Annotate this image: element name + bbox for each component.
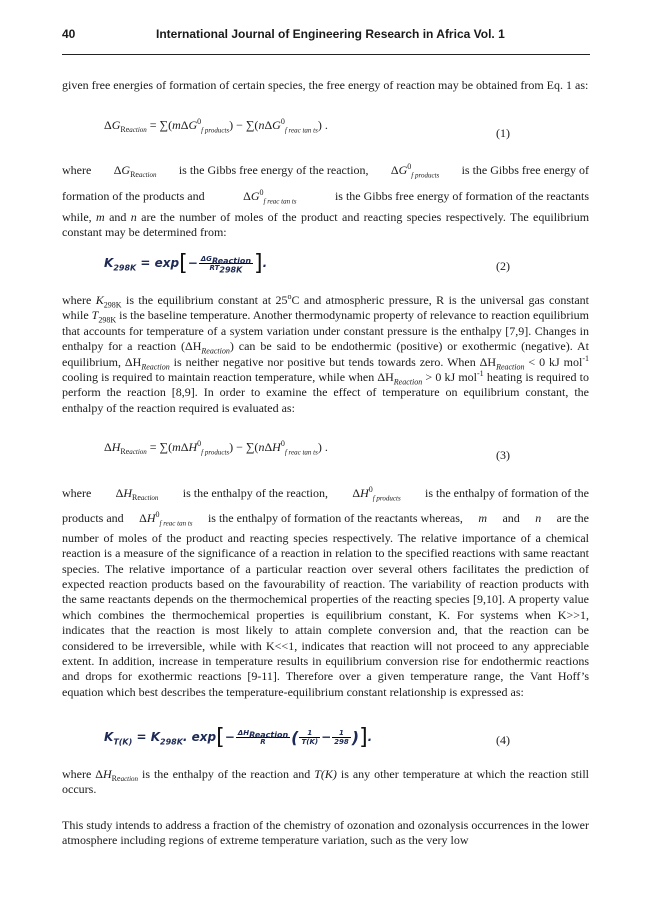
equation-3: $\Delta H_{Reaction} = \sum(m\Delta H^0_{f products}) - \sum(n\Delta H^0_{f reac tan ts})$ . — [104, 439, 328, 457]
symbol-dh-reaction: $\Delta H_{Reaction}$ — [95, 767, 139, 784]
equation-4-number: (4) — [496, 733, 510, 747]
text-fragment: and — [502, 511, 520, 526]
paragraph-intro: given free energies of formation of certain species, the free energy of reaction may be obtained from Eq. 1 as: — [62, 78, 589, 92]
text-fragment: are the — [556, 511, 589, 526]
symbol-dh-reactants: $\Delta H^0_{f reac tan ts}$ — [139, 510, 193, 528]
paragraph-relative-importance — [62, 486, 589, 700]
symbol-dg-reaction: $\Delta G_{Reaction}$ — [113, 163, 157, 180]
symbol-n: n — [130, 209, 137, 224]
paragraph-eq4-definition — [62, 767, 589, 798]
symbol-dh-reaction: $\Delta H_{Reaction}$ — [115, 486, 159, 503]
symbol-dh-products: $\Delta H^0_{f products}$ — [352, 485, 401, 503]
text-fragment: where — [62, 486, 92, 500]
paragraph-body: number of moles of the product and reacting species respectively. The relative importance of a chemical reaction is a measure of the significance of a reaction in relation to the specified reactions with same reactant species. The relative importance of a particular reaction over several others facilitates the prediction of expected reaction products based on the favourability of reaction. The variability of reaction products with the same reactants depends on the thermochemical properties of the reacting species [9,10]. A property value which combines the thermochemical properties is equilibrium constant, K. For systems when K>>1, indicates that the reaction is most likely to attain complete conversion and, that the reaction can be considered to be irreversible, while with K<<1, indicates that reaction will not proceed to any appreciable extent. In addition, increase in temperature results in equilibrium conversion rise for endothermic reactions and drops for exothermic reactions [9-11]. Therefore over a given temperature range, the Vant Hoff’s equation which best describes the temperature-equilibrium constant relationship is expressed as: — [62, 530, 589, 699]
text-fragment: where — [62, 767, 92, 781]
paragraph-gibbs-definitions — [62, 163, 589, 241]
equation-2: $K_{298K} = \exp[-$ $\frac{\Delta G_{Reaction}}{RT_{298K}}$ ]. — [104, 251, 268, 276]
text-fragment: is the Gibbs free energy of formation of the reactants — [334, 189, 589, 204]
page-header — [62, 24, 590, 55]
text-fragment: and — [109, 209, 127, 224]
symbol-m: m — [96, 209, 105, 224]
text-fragment: is any other temperature at which the reaction still occurs. — [62, 767, 590, 797]
page-number: 40 — [62, 27, 76, 41]
equation-2-number: (2) — [496, 259, 510, 273]
paragraph-enthalpy: where $K_{298K}$ is the equilibrium constant at 25$^o$C and atmospheric pressure, R is the universal gas constant while $T_{298K}$ is the baseline temperature. Another thermodynamic property of relevance to reaction equilibrium that accounts for temperature of a system variation under constant pressure is the enthalpy [7,9]. Changes in enthalpy for a reaction $(\Delta H_{Reaction})$ can be said to be endothermic (positive) or exothermic (negative). At equilibrium, $\Delta H_{Reaction}$ is neither negative nor positive but tends towards zero. When $\Delta H_{Reaction} < 0$ kJ mol$^{-1}$ cooling is required to maintain reaction temperature, while when $\Delta H_{Reaction} > 0$ kJ mol$^{-1}$ heating is required to perform the reaction [8,9]. In order to examine the effect of temperature on equilibrium constant, the enthalpy of the reaction required is evaluated as: — [62, 292, 589, 415]
text-fragment: is the enthalpy of formation of the reactants whereas, — [207, 511, 463, 526]
text-fragment: are the number of moles of the product and reacting species respectively. The equilibrium constant may be determined from: — [62, 209, 590, 240]
symbol-n: n — [535, 511, 542, 526]
equation-3-number: (3) — [496, 448, 510, 462]
text-fragment: is the Gibbs free energy of — [461, 163, 589, 177]
journal-title: International Journal of Engineering Research in Africa Vol. 1 — [156, 27, 505, 41]
symbol-dg-reactants: $\Delta G^0_{f reac tan ts}$ — [243, 188, 297, 206]
text-fragment: formation of the products and — [62, 189, 205, 204]
text-fragment: products and — [62, 511, 124, 526]
text-fragment: is the enthalpy of formation of the — [424, 486, 589, 500]
text-fragment: is the enthalpy of the reaction and — [142, 767, 311, 781]
paragraph-study-intro: This study intends to address a fraction of the chemistry of ozonation and ozonalysis occurrences in the lower atmosphere including regions of extreme temperature variation, such as the very low — [62, 818, 589, 848]
equation-1-number: (1) — [496, 126, 510, 140]
text-fragment: where — [62, 163, 92, 177]
text-fragment: is the Gibbs free energy of the reaction, — [178, 163, 369, 177]
equation-4: $K_{T(K)} = K_{298K}$. exp[− $\frac{\Delta H_{Reaction}}{R}$ ( $\frac{1}{T(K)}$ − $\frac{1}{298}$ )]. — [104, 725, 373, 750]
text-fragment: is the enthalpy of the reaction, — [182, 486, 329, 500]
symbol-dg-products: $\Delta G^0_{f products}$ — [390, 162, 440, 180]
symbol-m: m — [478, 511, 487, 526]
equation-1: $\Delta G_{Reaction} = \sum(m\Delta G^0_{f products}) - \sum(n\Delta G^0_{f reac tan ts})$ . — [104, 117, 328, 135]
text-fragment: while, — [62, 209, 92, 224]
symbol-tk: T(K) — [314, 767, 337, 781]
